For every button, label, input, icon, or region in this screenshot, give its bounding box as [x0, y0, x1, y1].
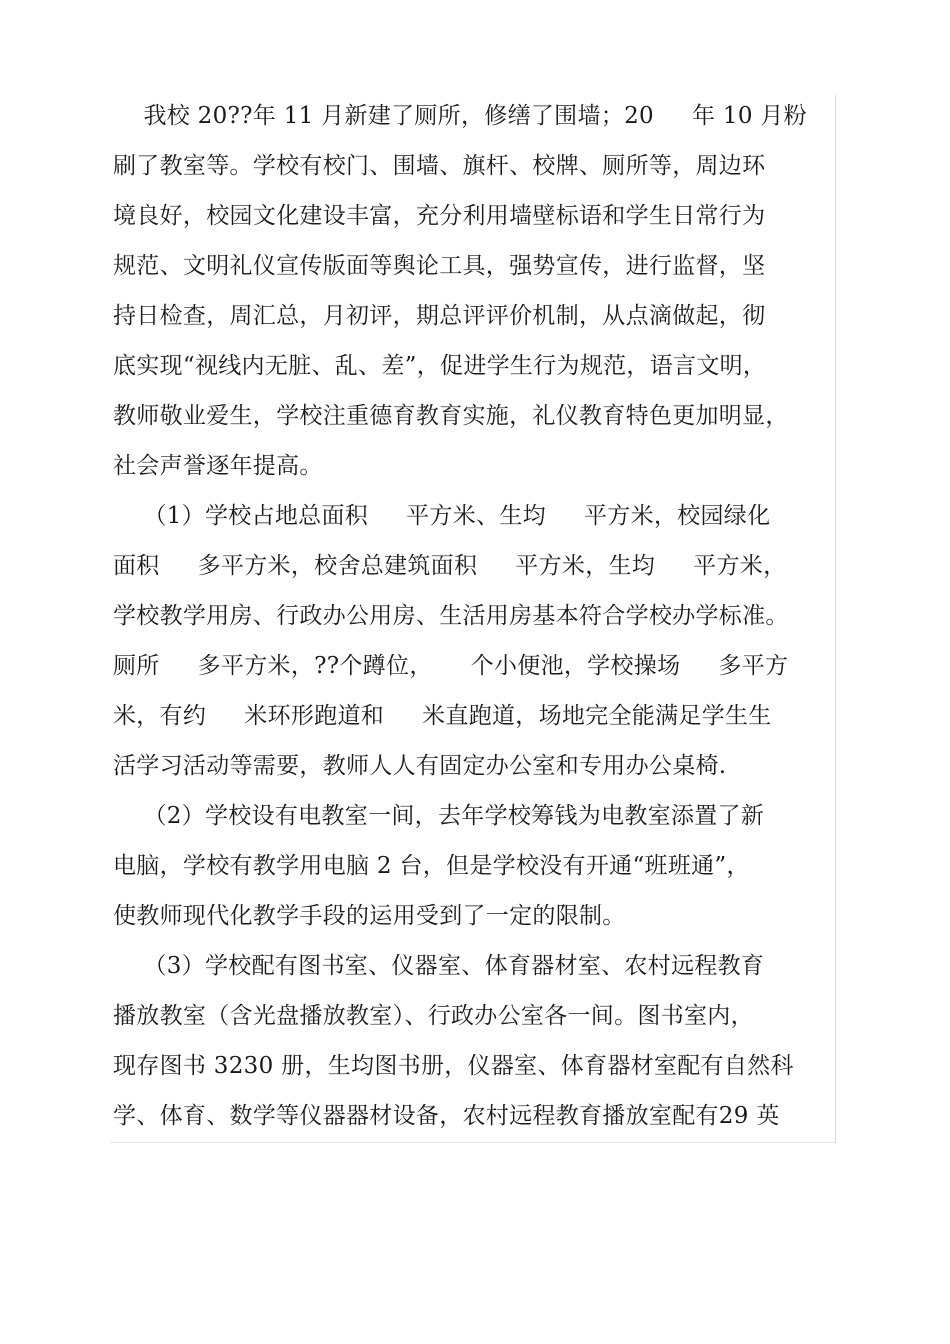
text-line: 播放教室（含光盘播放教室）、行政办公室各一间。图书室内，	[113, 1003, 754, 1029]
text-line: （3）学校配有图书室、仪器室、体育器材室、农村远程教育	[113, 953, 765, 979]
text-line: 厕所 多平方米，??个蹲位， 个小便池，学校操场 多平方	[113, 653, 789, 679]
text-line: 底实现“视线内无脏、乱、差”，促进学生行为规范，语言文明，	[113, 353, 767, 379]
text-line: 教师敬业爱生，学校注重德育教育实施，礼仪教育特色更加明显，	[113, 403, 789, 429]
text-line: 活学习活动等需要，教师人人有固定办公室和专用办公桌椅.	[113, 753, 727, 779]
text-line: （2）学校设有电教室一间，去年学校筹钱为电教室添置了新	[113, 803, 765, 829]
text-line: 我校 20??年 11 月新建了厕所，修缮了围墙；20 年 10 月粉	[113, 103, 807, 129]
text-line: 持日检查，周汇总，月初评，期总评评价机制，从点滴做起，彻	[113, 303, 766, 329]
text-line: 学、体育、数学等仪器器材设备，农村远程教育播放室配有29 英	[113, 1103, 780, 1129]
text-line: 电脑，学校有教学用电脑 2 台，但是学校没有开通“班班通”，	[113, 853, 750, 879]
text-line: 社会声誉逐年提高。	[113, 453, 323, 479]
text-line: 刷了教室等。学校有校门、围墙、旗杆、校牌、厕所等，周边环	[113, 153, 766, 179]
text-line: 面积 多平方米，校舍总建筑面积 平方米，生均 平方米，	[113, 553, 787, 579]
text-line: 境良好，校园文化建设丰富，充分利用墙壁标语和学生日常行为	[113, 203, 766, 229]
text-line: 学校教学用房、行政办公用房、生活用房基本符合学校办学标准。	[113, 603, 789, 629]
text-line: （1）学校占地总面积 平方米、生均 平方米，校园绿化	[113, 503, 771, 529]
text-line: 规范、文明礼仪宣传版面等舆论工具，强势宣传，进行监督，坚	[113, 253, 766, 279]
text-line: 使教师现代化教学手段的运用受到了一定的限制。	[113, 903, 626, 929]
text-line: 现存图书 3230 册，生均图书册，仪器室、体育器材室配有自然科	[113, 1053, 794, 1079]
text-line: 米，有约 米环形跑道和 米直跑道，场地完全能满足学生生	[113, 703, 772, 729]
